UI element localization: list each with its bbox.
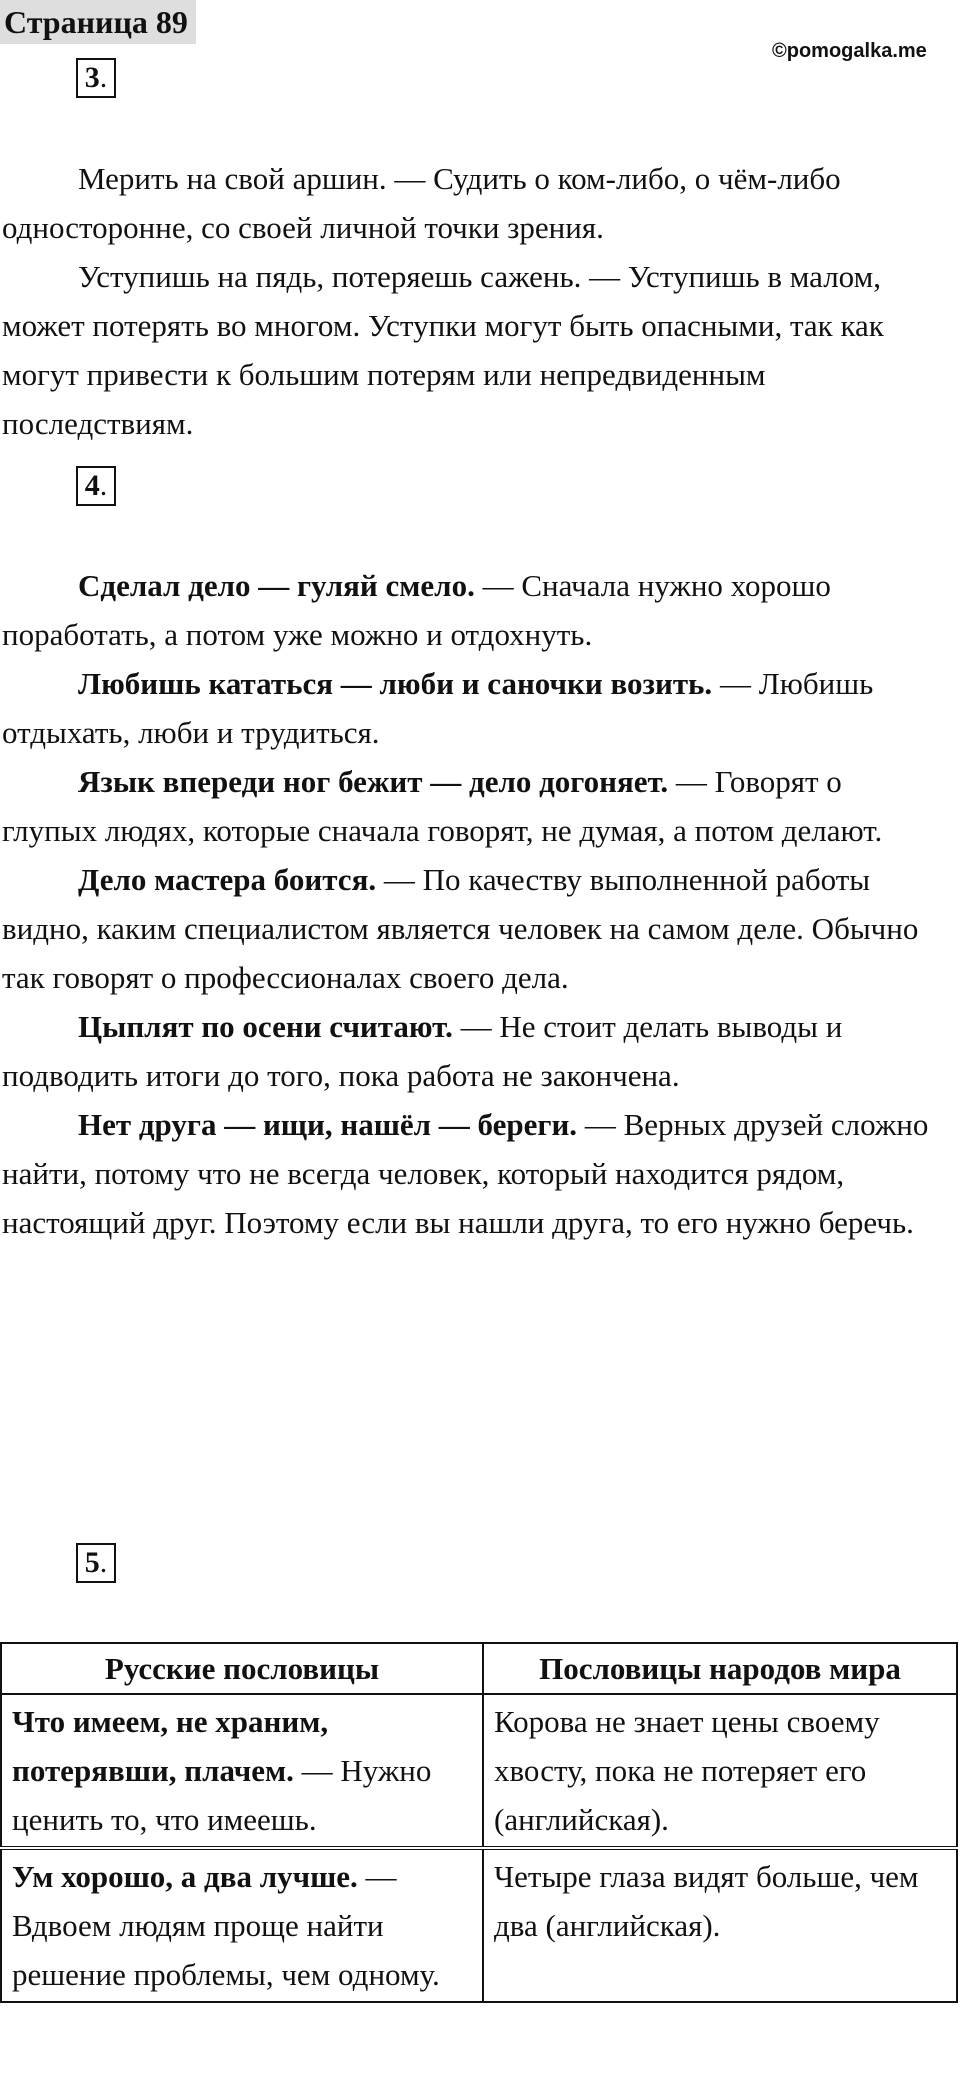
task3-text	[2, 154, 942, 448]
russian-proverb-explanation: — Нужно ценить то, что имеешь.	[12, 1753, 432, 1837]
task4-proverb-2: Любишь кататься — люби и саночки возить.	[78, 666, 713, 701]
task3-phrase-1: Мерить на свой аршин.	[78, 161, 387, 196]
task-number-5: 5.	[76, 1543, 116, 1583]
task-number-5-value: 5	[84, 1546, 100, 1579]
task4-paragraph-2	[2, 659, 942, 757]
table-row	[1, 1848, 957, 2002]
task-number-4-value: 4	[84, 469, 100, 502]
table-row	[1, 1694, 957, 1848]
task4-explanation-4: — По качеству выполненной работы видно, каким специалистом является человек на самом деле. Обычно так говорят о профессионалах своего дела.	[2, 862, 919, 995]
russian-proverb-explanation: — Вдвоем людям проще найти решение проблемы, чем одному.	[12, 1859, 440, 1992]
task4-explanation-3: — Говорят о глупых людях, которые сначала говорят, не думая, а потом делают.	[2, 764, 883, 848]
task4-proverb-5: Цыплят по осени считают.	[78, 1009, 453, 1044]
task3-explanation-1: — Судить о ком-либо, о чём-либо односторонне, со своей личной точки зрения.	[2, 161, 841, 245]
task4-paragraph-1	[2, 561, 942, 659]
header-russian-proverbs: Русские пословицы	[1, 1643, 483, 1694]
header-world-proverbs: Пословицы народов мира	[483, 1643, 957, 1694]
task4-proverb-1: Сделал дело — гуляй смело.	[78, 568, 475, 603]
task4-paragraph-3	[2, 757, 942, 855]
task4-proverb-4: Дело мастера боится.	[78, 862, 377, 897]
task3-explanation-2: — Уступишь в малом, может потерять во многом. Уступки могут быть опасными, так как могут привести к большим потерям или непредвиденным последствиям.	[2, 259, 884, 441]
task-number-4: 4.	[76, 466, 116, 506]
task4-explanation-6: — Верных друзей сложно найти, потому что не всегда человек, который находится рядом, настоящий друг. Поэтому если вы нашли друга, то его нужно беречь.	[2, 1107, 929, 1240]
world-proverb-cell: Корова не знает цены своему хвосту, пока не потеряет его (английская).	[483, 1694, 957, 1848]
task3-paragraph-1	[2, 154, 942, 252]
task3-paragraph-2	[2, 252, 942, 448]
page-label: Страница 89	[0, 0, 196, 44]
task4-text	[2, 561, 942, 1247]
russian-proverb-cell	[1, 1694, 483, 1848]
task4-paragraph-4	[2, 855, 942, 1002]
russian-proverb: Ум хорошо, а два лучше.	[12, 1859, 358, 1894]
task4-paragraph-6	[2, 1100, 942, 1247]
task4-explanation-5: — Не стоит делать выводы и подводить итоги до того, пока работа не закончена.	[2, 1009, 843, 1093]
task4-explanation-2: — Любишь отдыхать, люби и трудиться.	[2, 666, 874, 750]
task4-proverb-6: Нет друга — ищи, нашёл — береги.	[78, 1107, 578, 1142]
table-header-row	[1, 1643, 957, 1694]
russian-proverb: Что имеем, не храним, потерявши, плачем.	[12, 1704, 329, 1788]
task4-explanation-1: — Сначала нужно хорошо поработать, а потом уже можно и отдохнуть.	[2, 568, 831, 652]
proverbs-table	[0, 1642, 958, 2003]
task3-phrase-2: Уступишь на пядь, потеряешь сажень.	[78, 259, 582, 294]
task-number-3-value: 3	[84, 61, 100, 94]
russian-proverb-cell	[1, 1848, 483, 2002]
task-number-3: 3.	[76, 58, 116, 98]
task4-proverb-3: Язык впереди ног бежит — дело догоняет.	[78, 764, 669, 799]
task4-paragraph-5	[2, 1002, 942, 1100]
watermark: ©pomogalka.me	[772, 40, 927, 62]
world-proverb-cell: Четыре глаза видят больше, чем два (английская).	[483, 1848, 957, 2002]
